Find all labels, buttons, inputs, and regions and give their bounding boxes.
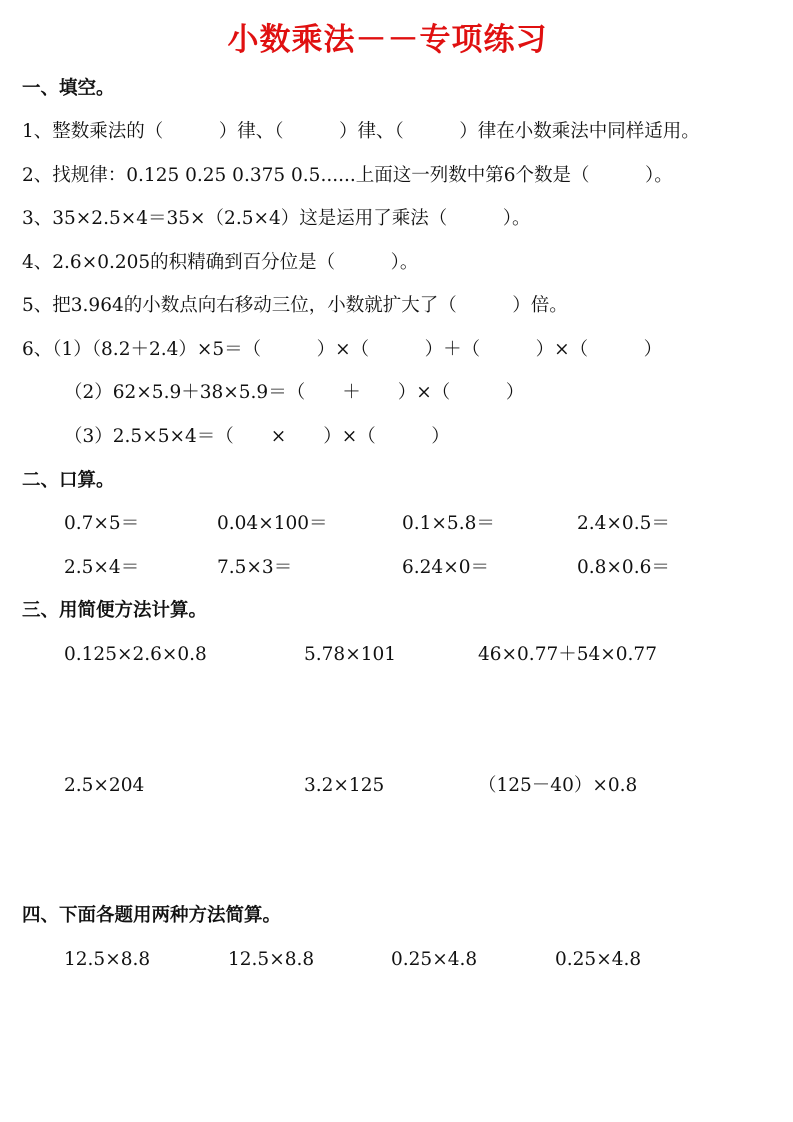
question-5: 5、把3.964的小数点向右移动三位，小数就扩大了（ ）倍。 [22,295,568,316]
two-method-problem: 0.25×4.8 [391,949,478,970]
question-6-part-2: （2）62×5.9＋38×5.9＝（ ＋ ）×（ ） [64,382,525,403]
simplify-problem: 5.78×101 [304,644,397,665]
question-4: 4、2.6×0.205的积精确到百分位是（ ）。 [22,252,419,273]
simplify-problem: 2.5×204 [64,775,145,796]
section-2-heading: 二、口算。 [22,470,115,491]
mental-math-item: 0.04×100＝ [217,513,328,534]
two-method-problem: 12.5×8.8 [228,949,315,970]
mental-math-item: 2.4×0.5＝ [577,513,670,534]
question-1: 1、整数乘法的（ ）律、（ ）律、（ ）律在小数乘法中同样适用。 [22,121,700,142]
two-method-problem: 12.5×8.8 [64,949,151,970]
question-6-part-1: 6、（1）（8.2＋2.4）×5＝（ ）×（ ）＋（ ）×（ ） [22,339,663,360]
simplify-problem: 3.2×125 [304,775,385,796]
simplify-problem: （125－40）×0.8 [478,775,638,796]
section-3-heading: 三、用简便方法计算。 [22,600,208,621]
mental-math-item: 0.1×5.8＝ [402,513,495,534]
simplify-problem: 46×0.77＋54×0.77 [478,644,657,665]
mental-math-item: 7.5×3＝ [217,557,293,578]
section-4-heading: 四、下面各题用两种方法简算。 [22,905,282,926]
question-3: 3、35×2.5×4＝35×（2.5×4）这是运用了乘法（ ）。 [22,208,531,229]
mental-math-item: 2.5×4＝ [64,557,140,578]
two-method-problem: 0.25×4.8 [555,949,642,970]
mental-math-item: 0.8×0.6＝ [577,557,670,578]
question-2: 2、找规律：0.125 0.25 0.375 0.5......上面这一列数中第6个数是（ ）。 [22,165,673,186]
mental-math-item: 0.7×5＝ [64,513,140,534]
question-6-part-3: （3）2.5×5×4＝（ × ）×（ ） [64,426,450,447]
section-1-heading: 一、填空。 [22,78,115,99]
mental-math-item: 6.24×0＝ [402,557,489,578]
worksheet-title: 小数乘法－－专项练习 [227,22,548,58]
simplify-problem: 0.125×2.6×0.8 [64,644,207,665]
